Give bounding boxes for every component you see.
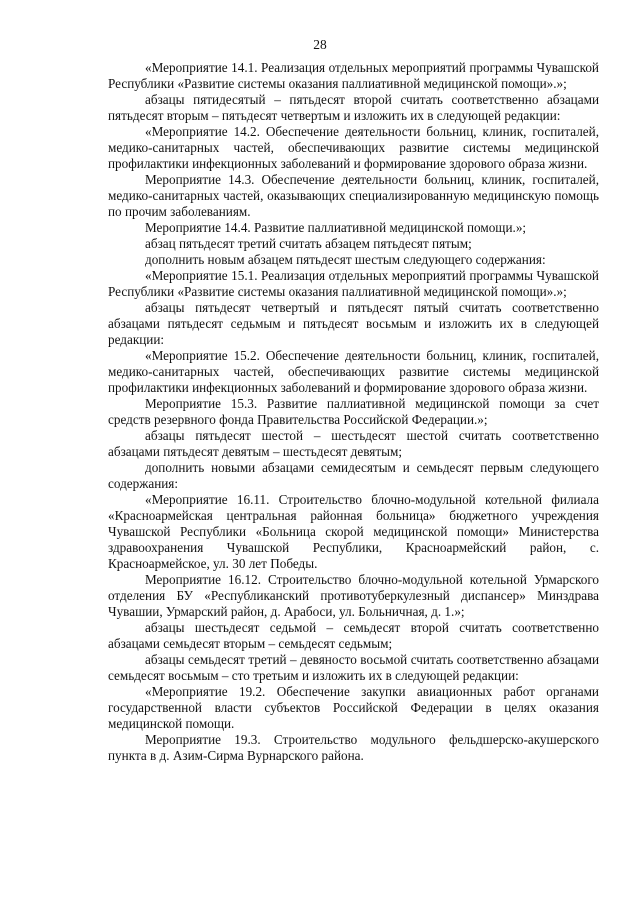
paragraph: абзац пятьдесят третий считать абзацем пятьдесят пятым; [145, 236, 472, 251]
paragraph: абзацы шестьдесят седьмой – семьдесят второй считать соответственно абзацами семьдесят вторым – семьдесят седьмым; [108, 620, 599, 651]
paragraph: дополнить новым абзацем пятьдесят шестым следующего содержания: [145, 252, 546, 267]
paragraph: «Мероприятие 14.1. Реализация отдельных мероприятий программы Чувашской Республики «Развитие системы оказания паллиативной медицинской помощи».»; [108, 60, 599, 91]
paragraph: абзацы пятьдесят четвертый и пятьдесят пятый считать соответственно абзацами пятьдесят седьмым и пятьдесят восьмым и изложить их в следующей редакции: [108, 300, 599, 347]
paragraph: Мероприятие 19.3. Строительство модульного фельдшерско-акушерского пункта в д. Азим-Сирма Вурнарского района. [108, 732, 599, 763]
paragraph: «Мероприятие 15.1. Реализация отдельных мероприятий программы Чувашской Республики «Развитие системы оказания паллиативной медицинской помощи».»; [108, 268, 599, 299]
paragraph: «Мероприятие 15.2. Обеспечение деятельности больниц, клиник, госпиталей, медико-санитарных частей, обеспечивающих развитие системы медицинской профилактики инфекционных заболеваний и формирование здорового образа жизни. [108, 348, 599, 395]
paragraph: Мероприятие 15.3. Развитие паллиативной медицинской помощи за счет средств резервного фонда Правительства Российской Федерации.»; [108, 396, 599, 427]
page-number: 28 [313, 37, 327, 52]
paragraph: абзацы пятьдесят шестой – шестьдесят шестой считать соответственно абзацами пятьдесят девятым – шестьдесят девятым; [108, 428, 599, 459]
paragraph: «Мероприятие 14.2. Обеспечение деятельности больниц, клиник, госпиталей, медико-санитарных частей, обеспечивающих развитие системы медицинской профилактики инфекционных заболеваний и формирование здорового образа жизни. [108, 124, 599, 171]
paragraph: «Мероприятие 16.11. Строительство блочно-модульной котельной филиала «Красноармейская центральная районная больница» бюджетного учреждения Чувашской Республики «Больница скорой медицинской помощи» Министерства здравоохранения Чувашской Республики, Красноармейский район, с. Красноармейское, ул. 30 лет Победы. [108, 492, 599, 571]
paragraph: Мероприятие 14.3. Обеспечение деятельности больниц, клиник, госпиталей, медико-санитарных частей, оказывающих специализированную медицинскую помощь по прочим заболеваниям. [108, 172, 599, 219]
document-body [108, 60, 599, 764]
paragraph: абзацы семьдесят третий – девяносто восьмой считать соответственно абзацами семьдесят восьмым – сто третьим и изложить их в следующей редакции: [108, 652, 599, 683]
paragraph: Мероприятие 14.4. Развитие паллиативной медицинской помощи.»; [145, 220, 527, 235]
paragraph: абзацы пятидесятый – пятьдесят второй считать соответственно абзацами пятьдесят вторым – пятьдесят четвертым и изложить их в следующей редакции: [108, 92, 599, 123]
paragraph: Мероприятие 16.12. Строительство блочно-модульной котельной Урмарского отделения БУ «Республиканский противотуберкулезный диспансер» Минздрава Чувашии, Урмарский район, д. Арабоси, ул. Больничная, д. 1.»; [108, 572, 599, 619]
paragraph: «Мероприятие 19.2. Обеспечение закупки авиационных работ органами государственной власти субъектов Российской Федерации в целях оказания медицинской помощи. [108, 684, 599, 731]
paragraph: дополнить новыми абзацами семидесятым и семьдесят первым следующего содержания: [108, 460, 599, 491]
